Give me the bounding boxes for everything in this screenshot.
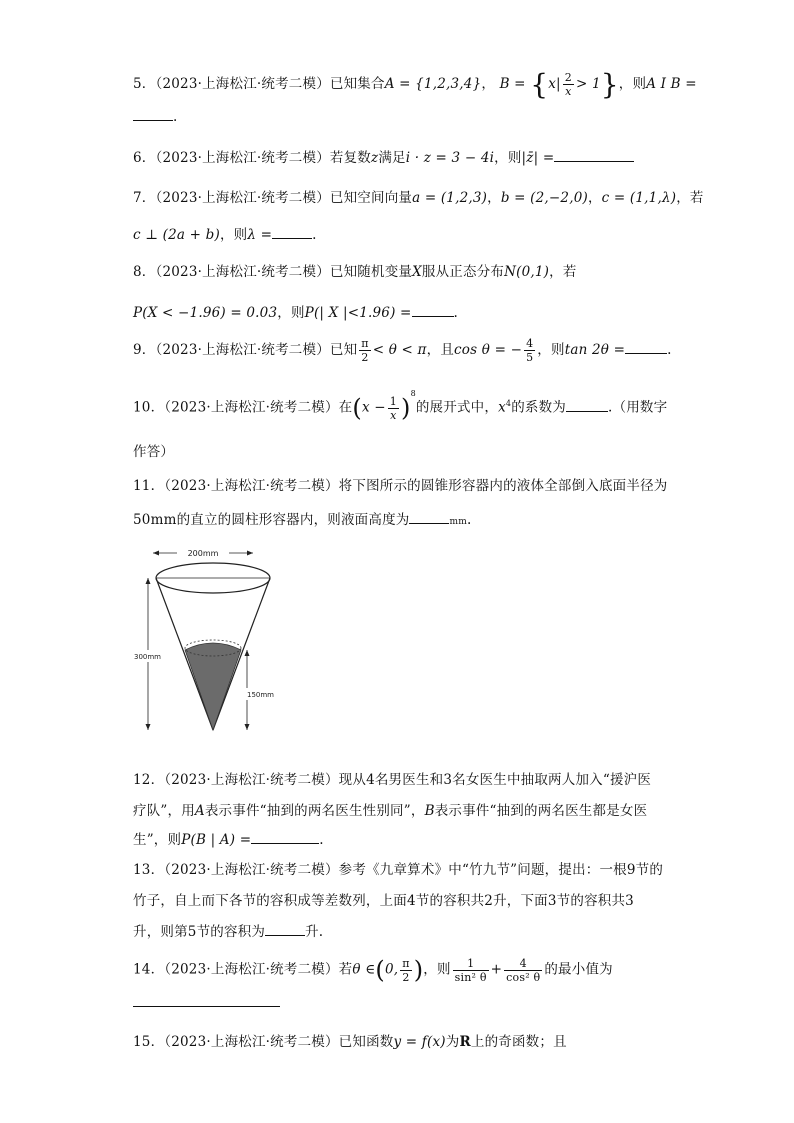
q14-frac-cos-den: cos² θ — [506, 970, 541, 984]
q9-frac-den: 5 — [526, 351, 534, 364]
q12-line2-c: 表示事件“抽到的两名医生都是女医 — [434, 803, 648, 819]
top-label: 200mm — [187, 549, 219, 558]
q13-line2 — [133, 889, 634, 909]
q10-source: （2023·上海松江·统考二模） — [164, 399, 339, 416]
q15-real-set: R — [459, 1034, 471, 1050]
cone-figure — [133, 538, 293, 748]
q10-paren-left: ( — [352, 394, 362, 422]
q8-answer-blank[interactable] — [412, 304, 454, 317]
q14-frac-pi-den: 2 — [402, 970, 410, 984]
q9-post: ，则 — [537, 342, 565, 358]
q9-cond: < θ < π — [372, 342, 427, 358]
q6-line — [133, 146, 634, 166]
q15-func: y = f(x) — [393, 1034, 446, 1050]
q10-x4: x — [498, 399, 506, 416]
q5-answer-blank[interactable] — [133, 108, 173, 121]
q7-vector-c: c = (1,1,λ) — [601, 190, 677, 206]
q9-frac-num: 4 — [526, 337, 534, 350]
q13-source: （2023·上海松江·统考二模） — [164, 862, 339, 878]
q9-number: 9． — [133, 342, 156, 358]
q6-equation: i · z = 3 − 4i — [405, 150, 495, 166]
q5-comma: ， — [481, 76, 496, 92]
q7-source: （2023·上海松江·统考二模） — [155, 190, 330, 206]
top-arrow-left — [153, 551, 159, 556]
q7-end: . — [312, 227, 317, 243]
q12-line3-a: 生”，则 — [133, 832, 182, 848]
q11-unit: mm — [449, 517, 467, 527]
q14-zero: 0, — [384, 961, 399, 978]
q8-line2-mid: ，则 — [277, 305, 305, 321]
q13-line1 — [133, 858, 663, 878]
q14-mid: ，则 — [423, 961, 451, 978]
q12-answer-blank[interactable] — [251, 831, 319, 844]
q11-line2-text: 50mm的直立的圆柱形容器内，则液面高度为 — [133, 512, 410, 528]
q11-number: 11． — [133, 478, 165, 494]
q14-frac-pi — [400, 957, 411, 984]
q9-frac-pi — [359, 337, 370, 364]
q13-line1-text: 参考《九章算术》中“竹九节”问题，提出：一根9节的 — [338, 862, 664, 878]
q10-post: 的系数为 — [511, 399, 566, 416]
q13-line3 — [133, 920, 323, 940]
top-arrow-right — [247, 551, 253, 556]
q10-end: .（用数字 — [608, 399, 668, 416]
q14-frac-cos — [504, 957, 542, 984]
q9-line — [133, 337, 672, 364]
q5-end: . — [173, 109, 178, 125]
q5-set-b-var: x| — [548, 76, 561, 92]
q9-frac-pi-den: 2 — [361, 351, 369, 364]
q10-x4-exp: 4 — [505, 399, 512, 408]
q7-answer-blank[interactable] — [272, 226, 312, 239]
q9-frac-45 — [524, 337, 535, 364]
q11-line2 — [133, 508, 471, 528]
q12-end: . — [319, 832, 324, 848]
q9-text: 已知 — [329, 342, 358, 358]
q14-frac-sin-den: sin² θ — [454, 970, 487, 984]
q9-frac-pi-num: π — [361, 337, 369, 350]
q9-end: . — [667, 342, 672, 358]
q7-sep-1: ， — [487, 190, 501, 206]
q8-given: P(X < −1.96) = 0.03 — [133, 305, 278, 321]
q14-line — [133, 956, 613, 984]
height-label: 300mm — [134, 653, 161, 661]
q12-event-a: A — [194, 803, 205, 819]
q9-source: （2023·上海松江·统考二模） — [155, 342, 330, 358]
q8-dist: N(0,1) — [504, 264, 550, 280]
q13-line3-a: 升，则第5节的容积为 — [133, 924, 266, 940]
q12-line1-text: 现从4名男医生和3名女医生中抽取两人加入“援沪医 — [338, 772, 652, 788]
q15-source: （2023·上海松江·统考二模） — [164, 1034, 339, 1050]
q5-line1 — [133, 68, 697, 101]
q5-post: ，则 — [618, 76, 647, 92]
q11-source: （2023·上海松江·统考二模） — [164, 478, 339, 494]
q9-cos: cos θ = − — [454, 342, 523, 358]
q7-vector-b: b = (2,−2,0) — [500, 190, 588, 206]
q7-post: ，若 — [676, 190, 704, 206]
q8-text: 已知随机变量 — [329, 264, 413, 280]
q10-x: x − — [361, 399, 386, 416]
q5-frac-den: x — [565, 85, 572, 98]
q15-post: 上的奇函数；且 — [470, 1034, 567, 1050]
q8-number: 8． — [133, 264, 156, 280]
q13-number: 13． — [133, 862, 165, 878]
q8-mid: 服从正态分布 — [421, 264, 505, 280]
q12-expr: P(B | A) = — [181, 832, 252, 848]
q5-text: 已知集合 — [329, 76, 385, 92]
q14-frac-pi-num: π — [402, 956, 410, 970]
q14-frac-sin-num: 1 — [453, 957, 489, 971]
q14-post: 的最小值为 — [544, 961, 613, 978]
q14-source: （2023·上海松江·统考二模） — [164, 961, 339, 978]
liquid-arrow-bottom — [245, 724, 250, 730]
q7-perp: c ⊥ (2a + b) — [133, 227, 220, 243]
q15-line — [133, 1030, 567, 1050]
q8-end: . — [453, 305, 459, 321]
liquid-label: 150mm — [247, 691, 274, 699]
q7-number: 7． — [133, 190, 156, 206]
q7-vector-a: a = (1,2,3) — [412, 190, 488, 206]
q12-line2 — [133, 799, 647, 819]
cone-liquid — [185, 643, 241, 730]
q12-event-b: B — [424, 803, 435, 819]
q8-x: X — [412, 264, 422, 280]
q12-source: （2023·上海松江·统考二模） — [164, 772, 339, 788]
q7-text: 已知空间向量 — [329, 190, 413, 206]
q10-exponent: 8 — [410, 389, 416, 398]
q5-brace-left: { — [530, 68, 549, 101]
q11-line1 — [133, 474, 667, 494]
q14-number: 14． — [133, 961, 165, 978]
q8-source: （2023·上海松江·统考二模） — [155, 264, 330, 280]
q10-paren-right: ) — [400, 394, 411, 422]
q12-line2-b: 表示事件“抽到的两名医生性别同”， — [204, 803, 425, 819]
q7-line2-post: ，则 — [219, 227, 248, 243]
q6-z: z — [371, 150, 379, 166]
liquid-arrow-top — [245, 650, 250, 656]
q5-source: （2023·上海松江·统考二模） — [155, 76, 330, 92]
q10-number: 10． — [133, 399, 165, 416]
q5-number: 5． — [133, 76, 156, 92]
height-arrow-top — [146, 578, 151, 584]
q6-post: ，则 — [494, 150, 522, 166]
q6-mid: 满足 — [378, 150, 406, 166]
q5-set-b-label: B = — [499, 76, 526, 92]
q7-line1 — [133, 186, 704, 206]
q7-sep-2: ， — [587, 190, 602, 206]
q14-paren-left: ( — [375, 956, 385, 984]
q12-line3 — [133, 828, 324, 848]
q6-number: 6． — [133, 150, 156, 166]
q8-expr: P(| X |<1.96) = — [304, 305, 412, 321]
q14-plus: + — [490, 961, 503, 978]
q10-answer-blank[interactable] — [566, 399, 608, 412]
q12-number: 12． — [133, 772, 165, 788]
q6-abs: |z̄| = — [521, 150, 555, 166]
q14-paren-right: ) — [413, 956, 424, 984]
q15-mid: 为 — [445, 1034, 460, 1050]
q10-mid: 的展开式中， — [415, 399, 499, 416]
q12-line2-a: 疗队”，用 — [133, 803, 195, 819]
q8-line1 — [133, 260, 577, 280]
q7-line2 — [133, 223, 317, 243]
q5-set-b-cond: > 1 — [575, 76, 601, 92]
q14-frac-cos-num: 4 — [504, 957, 542, 971]
q13-line3-b: 升. — [305, 924, 324, 940]
q5-frac-num: 2 — [564, 71, 572, 84]
q14-pre: 若 — [338, 961, 353, 978]
q5-set-a: A = {1,2,3,4} — [384, 76, 482, 92]
q9-mid: ，且 — [426, 342, 455, 358]
q10-frac — [388, 395, 399, 422]
q8-post: ，若 — [549, 264, 577, 280]
q7-lambda: λ = — [247, 227, 273, 243]
q11-end: . — [466, 512, 472, 528]
q5-brace-right: } — [600, 68, 619, 101]
q13-answer-blank[interactable] — [265, 923, 305, 936]
q10-line2-text: 作答） — [133, 444, 175, 460]
q12-line1 — [133, 768, 651, 788]
q6-answer-blank[interactable] — [554, 149, 634, 162]
q14-answer-blank[interactable] — [133, 1006, 280, 1007]
q9-tan: tan 2θ = — [564, 342, 626, 358]
q10-line2 — [133, 440, 174, 460]
q5-fraction — [563, 71, 574, 98]
q6-text: 若复数 — [329, 150, 371, 166]
q13-line2-text: 竹子，自上而下各节的容积成等差数列，上面4节的容积共2升，下面3节的容积共3 — [133, 893, 634, 909]
q11-text: 将下图所示的圆锥形容器内的液体全部倒入底面半径为 — [338, 478, 668, 494]
q5-line2 — [133, 108, 178, 125]
q11-answer-blank[interactable] — [409, 511, 449, 524]
q5-expr: A I B = — [646, 76, 697, 92]
q10-frac-den: x — [390, 408, 397, 422]
q10-line1 — [133, 389, 668, 422]
q15-pre: 已知函数 — [338, 1034, 394, 1050]
q8-line2 — [133, 301, 458, 321]
q10-frac-num: 1 — [389, 394, 397, 408]
q6-source: （2023·上海松江·统考二模） — [155, 150, 330, 166]
q14-frac-sin — [453, 957, 489, 984]
height-arrow-bottom — [146, 724, 151, 730]
q9-answer-blank[interactable] — [625, 341, 667, 354]
q10-text: 在 — [338, 399, 353, 416]
q14-theta: θ ∈ — [352, 961, 376, 978]
q15-number: 15． — [133, 1034, 165, 1050]
